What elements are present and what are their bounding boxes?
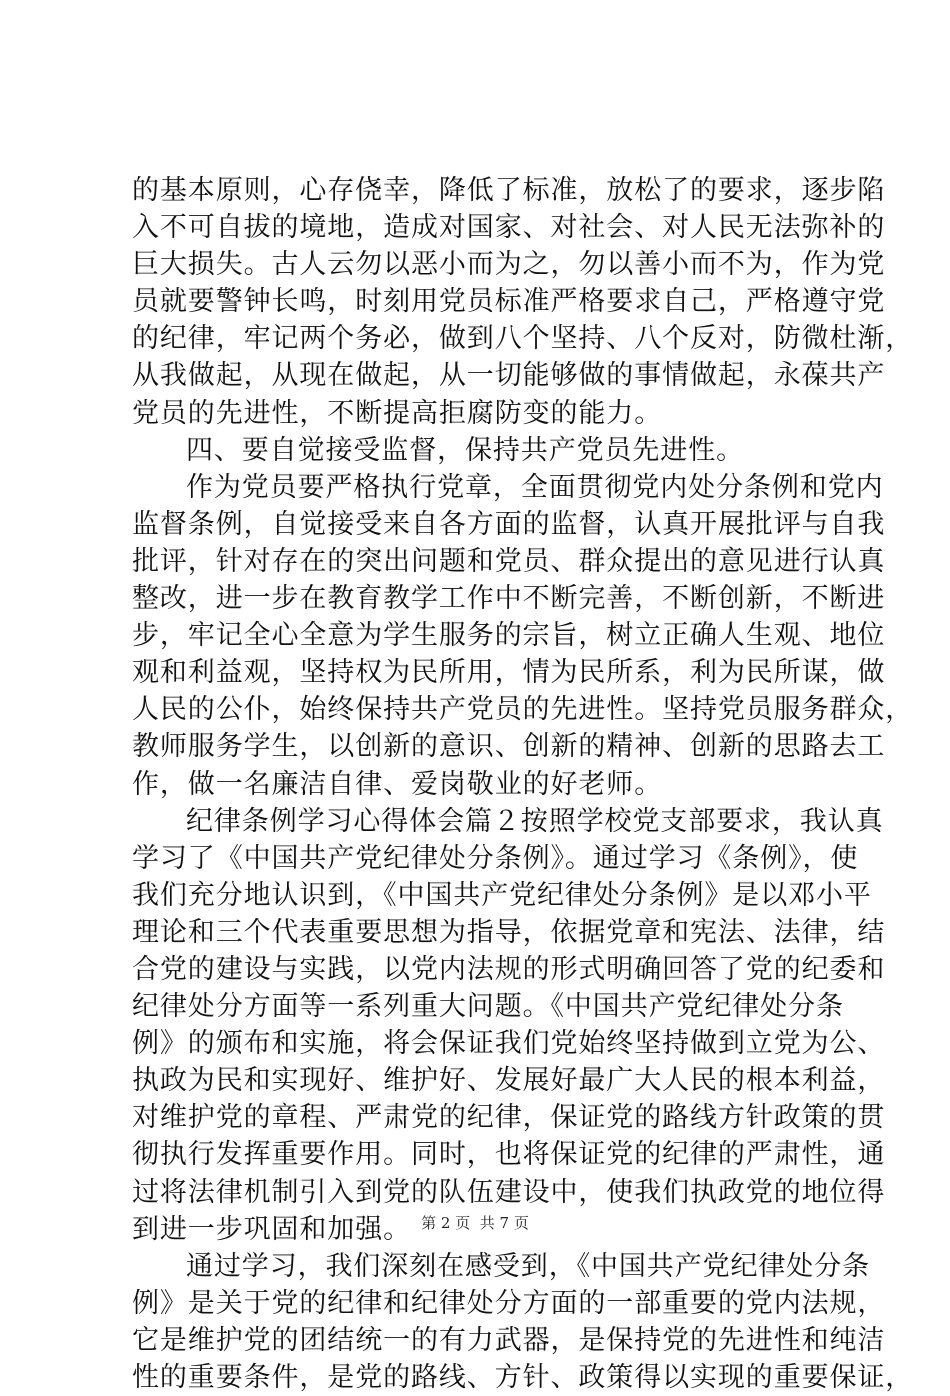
text-line: 彻执行发挥重要作用。同时，也将保证党的纪律的严肃性，通 (132, 1139, 886, 1171)
text-line: 它是维护党的团结统一的有力武器，是保持党的先进性和纯洁 (132, 1324, 886, 1356)
text-line: 学习了《中国共产党纪律处分条例》。通过学习《条例》，使 (132, 842, 859, 874)
text-line: 理论和三个代表重要思想为指导，依据党章和宪法、法律，结 (132, 916, 886, 948)
text-line: 纪律处分方面等一系列重大问题。《中国共产党纪律处分条 (132, 991, 844, 1023)
text-line: 四、要自觉接受监督，保持共产党员先进性。 (186, 434, 744, 466)
text-line: 我们充分地认识到，《中国共产党纪律处分条例》是以邓小平 (132, 879, 872, 911)
text-line: 批评，针对存在的突出问题和党员、群众提出的意见进行认真 (132, 545, 886, 577)
text-line: 例》的颁布和实施，将会保证我们党始终坚持做到立党为公、 (132, 1028, 886, 1060)
text-line: 员就要警钟长鸣，时刻用党员标准严格要求自己，严格遵守党 (132, 286, 886, 318)
text-line: 通过学习，我们深刻在感受到，《中国共产党纪律处分条 (186, 1250, 870, 1282)
text-line: 人民的公仆，始终保持共产党员的先进性。坚持党员服务群众， (132, 694, 914, 726)
text-line: 作，做一名廉洁自律、爱岗敬业的好老师。 (132, 768, 663, 800)
text-line: 的基本原则，心存侥幸，降低了标准，放松了的要求，逐步陷 (132, 175, 886, 206)
text-line: 到进一步巩固和加强。 (132, 1213, 411, 1245)
text-line: 过将法律机制引入到党的队伍建设中，使我们执政党的地位得 (132, 1176, 886, 1208)
text-line: 监督条例，自觉接受来自各方面的监督，认真开展批评与自我 (132, 508, 886, 540)
text-line: 作为党员要严格执行党章，全面贯彻党内处分条例和党内 (186, 471, 884, 503)
text-line: 合党的建设与实践，以党内法规的形式明确回答了党的纪委和 (132, 953, 886, 985)
text-line: 例》是关于党的纪律和纪律处分方面的一部重要的党内法规， (132, 1287, 886, 1319)
text-line: 对维护党的章程、严肃党的纪律，保证党的路线方针政策的贯 (132, 1102, 886, 1134)
text-line: 步，牢记全心全意为学生服务的宗旨，树立正确人生观、地位 (132, 620, 886, 652)
text-line: 整改，进一步在教育教学工作中不断完善，不断创新，不断进 (132, 583, 886, 615)
page-footer: 第 2 页 共 7 页 (421, 1214, 529, 1232)
text-line: 入不可自拔的境地，造成对国家、对社会、对人民无法弥补的 (132, 212, 886, 244)
text-line: 党员的先进性，不断提高拒腐防变的能力。 (132, 397, 663, 429)
text-line: 教师服务学生，以创新的意识、创新的精神、创新的思路去工 (132, 731, 886, 763)
text-line: 的纪律，牢记两个务必，做到八个坚持、八个反对，防微杜渐， (132, 323, 914, 355)
text-line: 巨大损失。古人云勿以恶小而为之，勿以善小而不为，作为党 (132, 249, 886, 281)
text-line: 性的重要条件，是党的路线、方针、政策得以实现的重要保证， (132, 1362, 914, 1393)
text-line: 执政为民和实现好、维护好、发展好最广大人民的根本利益， (132, 1065, 886, 1097)
text-line: 纪律条例学习心得体会篇２按照学校党支部要求，我认真 (186, 805, 884, 837)
text-line: 从我做起，从现在做起，从一切能够做的事情做起，永葆共产 (132, 360, 886, 392)
text-line: 观和利益观，坚持权为民所用，情为民所系，利为民所谋，做 (132, 657, 886, 689)
